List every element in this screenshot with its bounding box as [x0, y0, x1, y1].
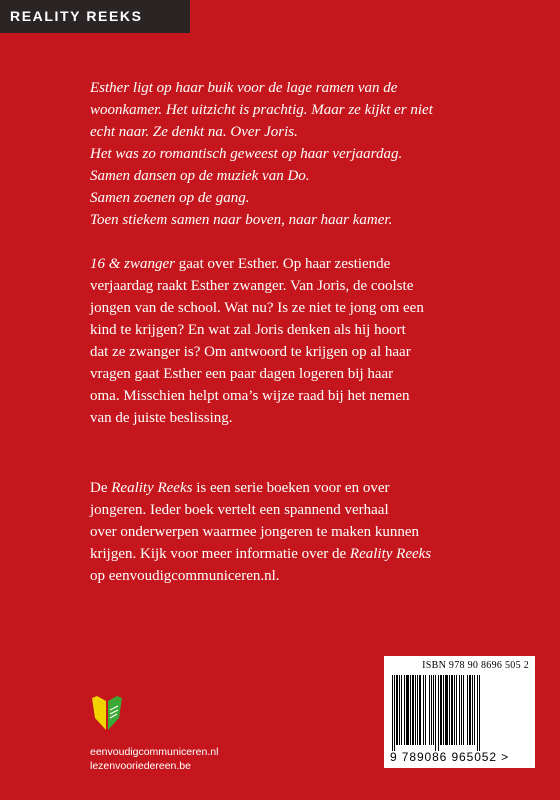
book-title: 16 & zwanger — [90, 256, 176, 272]
barcode-bar — [438, 675, 439, 751]
isbn-label: ISBN 978 90 8696 505 2 — [422, 660, 529, 671]
excerpt-line: Esther ligt op haar buik voor de lage ramen van de — [90, 80, 398, 96]
excerpt-line: echt naar. Ze denkt na. Over Joris. — [90, 124, 298, 140]
summary-text — [90, 253, 440, 429]
summary-line: verjaardag raakt Esther zwanger. Van Joris, de coolste — [90, 278, 414, 294]
barcode-bar — [392, 675, 393, 751]
barcode-bar — [399, 675, 400, 745]
barcode-bar — [417, 675, 418, 745]
barcode-bar — [440, 675, 442, 745]
excerpt-line: Toen stiekem samen naar boven, naar haar kamer. — [90, 212, 393, 228]
series-info-line — [90, 543, 445, 565]
summary-line-rest: gaat over Esther. Op haar zestiende — [175, 256, 391, 272]
series-label: REALITY REEKS — [0, 0, 190, 33]
summary-line — [90, 253, 440, 275]
website-link-1: eenvoudigcommuniceren.nl — [90, 746, 219, 758]
series-info-pre: De — [90, 480, 112, 496]
website-links — [90, 745, 218, 773]
barcode-bar — [474, 675, 475, 745]
barcode-bar — [472, 675, 473, 745]
barcode-bar — [406, 675, 409, 745]
barcode-bar — [479, 675, 480, 751]
summary-line: van de juiste beslissing. — [90, 410, 233, 426]
barcode-bar — [449, 675, 450, 745]
barcode-bar — [419, 675, 421, 745]
summary-line: kind te krijgen? En wat zal Joris denken als hij hoort — [90, 322, 406, 338]
barcode-bar — [445, 675, 448, 745]
barcode-bar — [425, 675, 426, 745]
excerpt-line: Het was zo romantisch geweest op haar verjaardag. — [90, 146, 403, 162]
barcode-bar — [461, 675, 462, 745]
barcode-bars — [390, 675, 529, 751]
barcode-bar — [477, 675, 478, 751]
series-info-text — [90, 477, 445, 587]
barcode-bar — [401, 675, 402, 745]
series-info-line: over onderwerpen waarmee jongeren te maken kunnen — [90, 524, 420, 540]
series-info-pre: krijgen. Kijk voor meer informatie over de — [90, 546, 350, 562]
barcode-bar — [423, 675, 424, 745]
excerpt-line: Samen dansen op de muziek van Do. — [90, 168, 310, 184]
barcode-bar — [459, 675, 460, 745]
website-link-2: lezenvooriedereen.be — [90, 760, 191, 772]
excerpt-line: Samen zoenen op de gang. — [90, 190, 250, 206]
summary-line: dat ze zwanger is? Om antwoord te krijgen op al haar — [90, 344, 411, 360]
barcode-bar — [412, 675, 414, 745]
excerpt-text — [90, 77, 530, 231]
summary-line: vragen gaat Esther een paar dagen logeren bij haar — [90, 366, 394, 382]
barcode-bar — [435, 675, 436, 751]
excerpt-line: woonkamer. Het uitzicht is prachtig. Maar ze kijkt er niet — [90, 102, 433, 118]
barcode-bar — [396, 675, 398, 745]
barcode-bar — [410, 675, 411, 745]
barcode-bar — [394, 675, 395, 751]
series-info-line: jongeren. Ieder boek vertelt een spannend verhaal — [90, 502, 389, 518]
barcode-bar — [451, 675, 453, 745]
barcode-bar — [456, 675, 457, 745]
series-info-line — [90, 477, 445, 499]
barcode-bar — [454, 675, 455, 745]
barcode-bar — [467, 675, 468, 745]
series-info-post: is een serie boeken voor en over — [192, 480, 390, 496]
barcode-bar — [429, 675, 430, 745]
barcode-digits: 9 789086 965052 > — [390, 750, 510, 764]
barcode-bar — [431, 675, 432, 745]
barcode-bar — [443, 675, 444, 745]
summary-line: jongen van de school. Wat nu? Is ze niet te jong om een — [90, 300, 424, 316]
series-name: Reality Reeks — [111, 480, 193, 496]
barcode-bar — [433, 675, 434, 745]
series-name: Reality Reeks — [349, 546, 432, 562]
barcode-bar — [415, 675, 416, 745]
barcode — [384, 656, 535, 768]
barcode-bar — [404, 675, 405, 745]
barcode-bar — [469, 675, 471, 745]
barcode-bar — [463, 675, 464, 745]
summary-line: oma. Misschien helpt oma’s wijze raad bij het nemen — [90, 388, 410, 404]
series-info-line: op eenvoudigcommuniceren.nl. — [90, 568, 280, 584]
publisher-logo-icon — [92, 696, 122, 730]
